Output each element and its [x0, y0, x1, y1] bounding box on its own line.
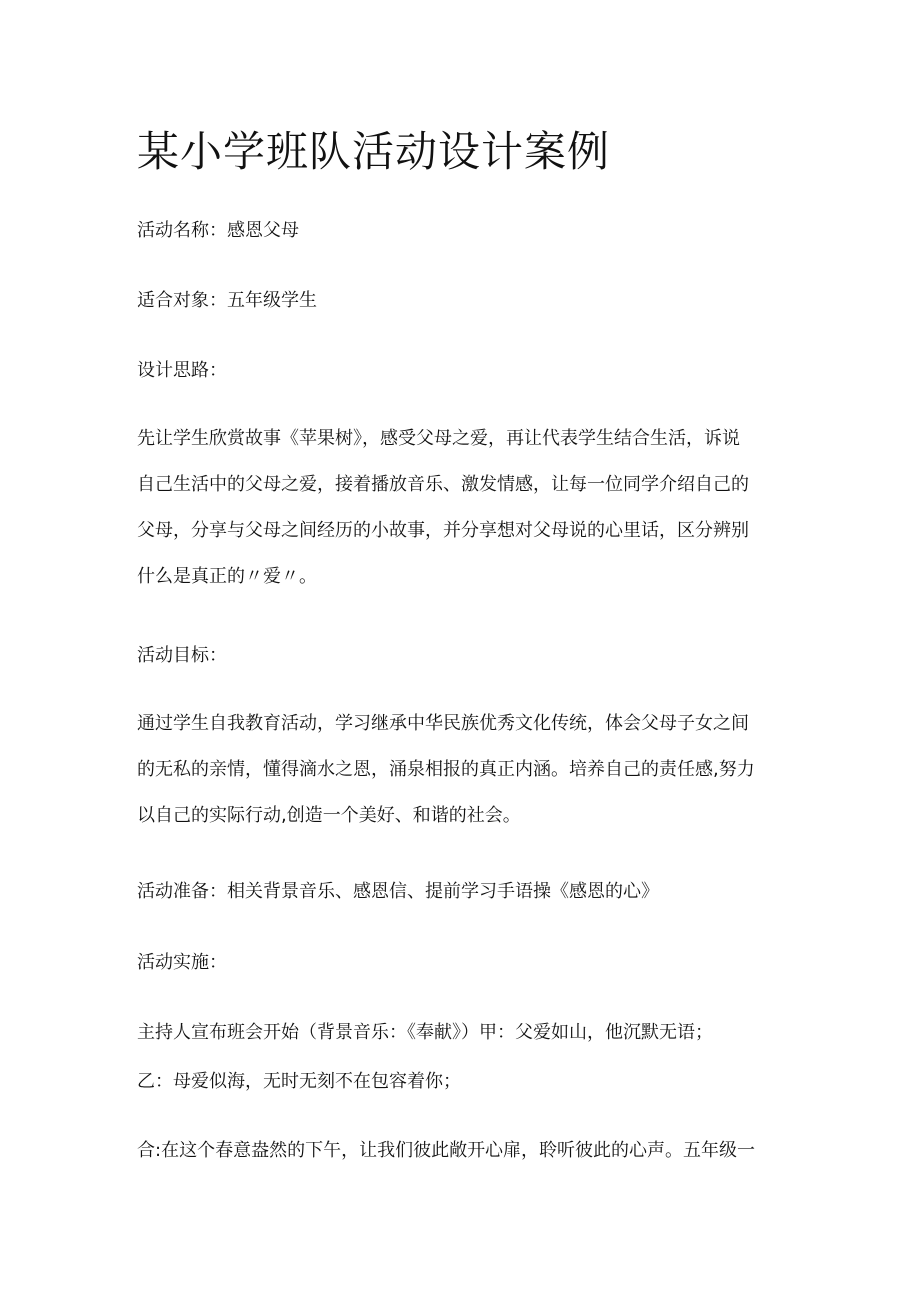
goal-line: 的无私的亲情，懂得滴水之恩，涌泉相报的真正内涵。培养自己的责任感,努力 — [137, 759, 755, 780]
implementation-heading: 活动实施： — [137, 952, 227, 973]
activity-name: 活动名称：感恩父母 — [137, 220, 299, 241]
goal-paragraph — [137, 701, 792, 839]
second-line: 乙：母爱似海，无时无刻不在包容着你； — [137, 1071, 461, 1092]
design-line: 什么是真正的〃爱〃。 — [137, 566, 317, 587]
goal-line: 以自己的实际行动,创造一个美好、和谐的社会。 — [137, 805, 521, 826]
design-line: 自己生活中的父母之爱，接着播放音乐、激发情感，让每一位同学介绍自己的 — [137, 474, 749, 495]
design-line: 父母，分享与父母之间经历的小故事，并分享想对父母说的心里话，区分辨别 — [137, 520, 749, 541]
document-title: 某小学班队活动设计案例 — [137, 127, 611, 176]
goal-line: 通过学生自我教育活动，学习继承中华民族优秀文化传统，体会父母子女之间 — [137, 713, 749, 734]
design-heading: 设计思路： — [137, 360, 227, 381]
third-line: 合:在这个春意盎然的下午，让我们彼此敞开心扉，聆听彼此的心声。五年级一 — [137, 1140, 756, 1161]
preparation: 活动准备：相关背景音乐、感恩信、提前学习手语操《感恩的心》 — [137, 881, 659, 902]
audience: 适合对象：五年级学生 — [137, 290, 317, 311]
goal-heading: 活动目标： — [137, 645, 227, 666]
design-paragraph — [137, 416, 792, 600]
design-line: 先让学生欣赏故事《苹果树》，感受父母之爱，再让代表学生结合生活，诉说 — [137, 428, 740, 449]
host-line: 主持人宣布班会开始（背景音乐：《奉献》）甲：父爱如山，他沉默无语； — [137, 1022, 713, 1043]
